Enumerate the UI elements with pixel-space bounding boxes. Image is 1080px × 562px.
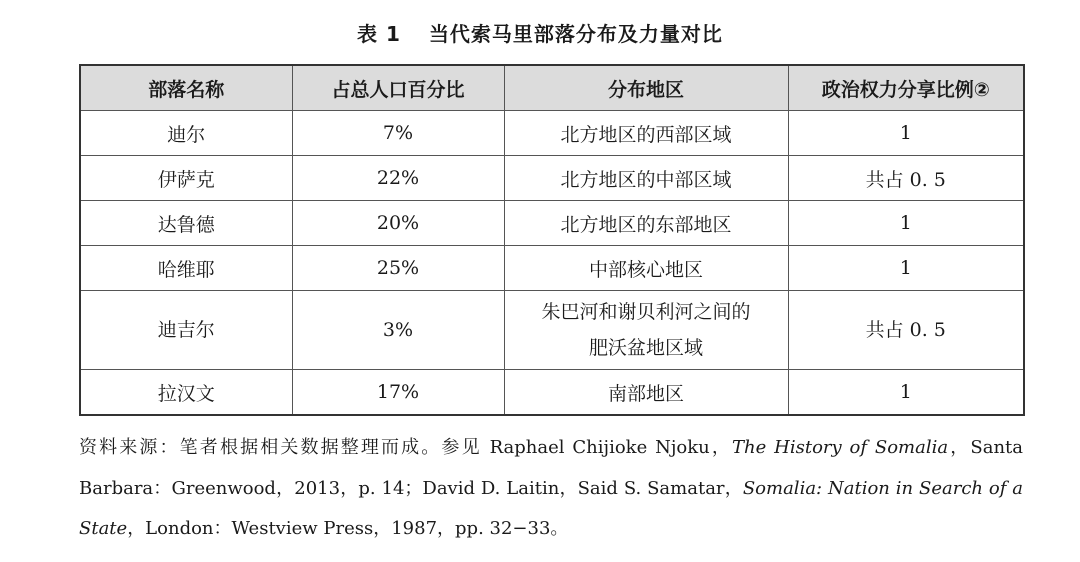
- population-percent: 3%: [292, 291, 504, 370]
- population-percent: 22%: [292, 156, 504, 201]
- region-line-2: 肥沃盆地区域: [588, 337, 703, 359]
- power-share: 共占 0. 5: [788, 291, 1024, 370]
- power-share: 1: [788, 201, 1024, 246]
- population-percent: 17%: [292, 370, 504, 416]
- table-row: [80, 246, 1024, 291]
- power-share: 1: [788, 370, 1024, 416]
- table-header-row: [80, 65, 1024, 111]
- source-text-2: ，Santa Barbara：Greenwood，2013，p. 14；David D. Laitin，Said S. Samatar，: [79, 437, 1024, 499]
- power-share: 1: [788, 111, 1024, 156]
- source-book-title-2: Somalia: Nation in Search of a State: [79, 477, 1023, 539]
- tribe-table: [79, 64, 1025, 416]
- tribe-name: 迪尔: [80, 111, 292, 156]
- source-note: [79, 428, 1023, 550]
- header-region: 分布地区: [504, 65, 788, 111]
- region: 南部地区: [504, 370, 788, 416]
- table-row: [80, 370, 1024, 416]
- header-population-percent: 占总人口百分比: [292, 65, 504, 111]
- source-text-1: 资料来源：笔者根据相关数据整理而成。参见 Raphael Chijioke Njoku，: [79, 437, 733, 458]
- tribe-name: 伊萨克: [80, 156, 292, 201]
- region: [504, 291, 788, 370]
- table-row: [80, 291, 1024, 370]
- table-row: [80, 156, 1024, 201]
- header-tribe-name: 部落名称: [80, 65, 292, 111]
- region-line-1: 朱巴河和谢贝利河之间的: [541, 301, 751, 323]
- source-text-3: ，London：Westview Press，1987，pp. 32−33。: [127, 518, 569, 539]
- population-percent: 20%: [292, 201, 504, 246]
- population-percent: 25%: [292, 246, 504, 291]
- tribe-name: 拉汉文: [80, 370, 292, 416]
- population-percent: 7%: [292, 111, 504, 156]
- header-power-share: 政治权力分享比例②: [788, 65, 1024, 111]
- table-row: [80, 111, 1024, 156]
- table-number: 表 1: [357, 22, 401, 46]
- tribe-name: 达鲁德: [80, 201, 292, 246]
- table-row: [80, 201, 1024, 246]
- source-book-title-1: The History of Somalia: [732, 437, 949, 458]
- region: 北方地区的中部区域: [504, 156, 788, 201]
- tribe-name: 哈维耶: [80, 246, 292, 291]
- region: 中部核心地区: [504, 246, 788, 291]
- region: 北方地区的西部区域: [504, 111, 788, 156]
- region: 北方地区的东部地区: [504, 201, 788, 246]
- table-title: [0, 18, 1080, 47]
- table-title-text: 当代索马里部落分布及力量对比: [428, 22, 723, 46]
- tribe-name: 迪吉尔: [80, 291, 292, 370]
- power-share: 共占 0. 5: [788, 156, 1024, 201]
- power-share: 1: [788, 246, 1024, 291]
